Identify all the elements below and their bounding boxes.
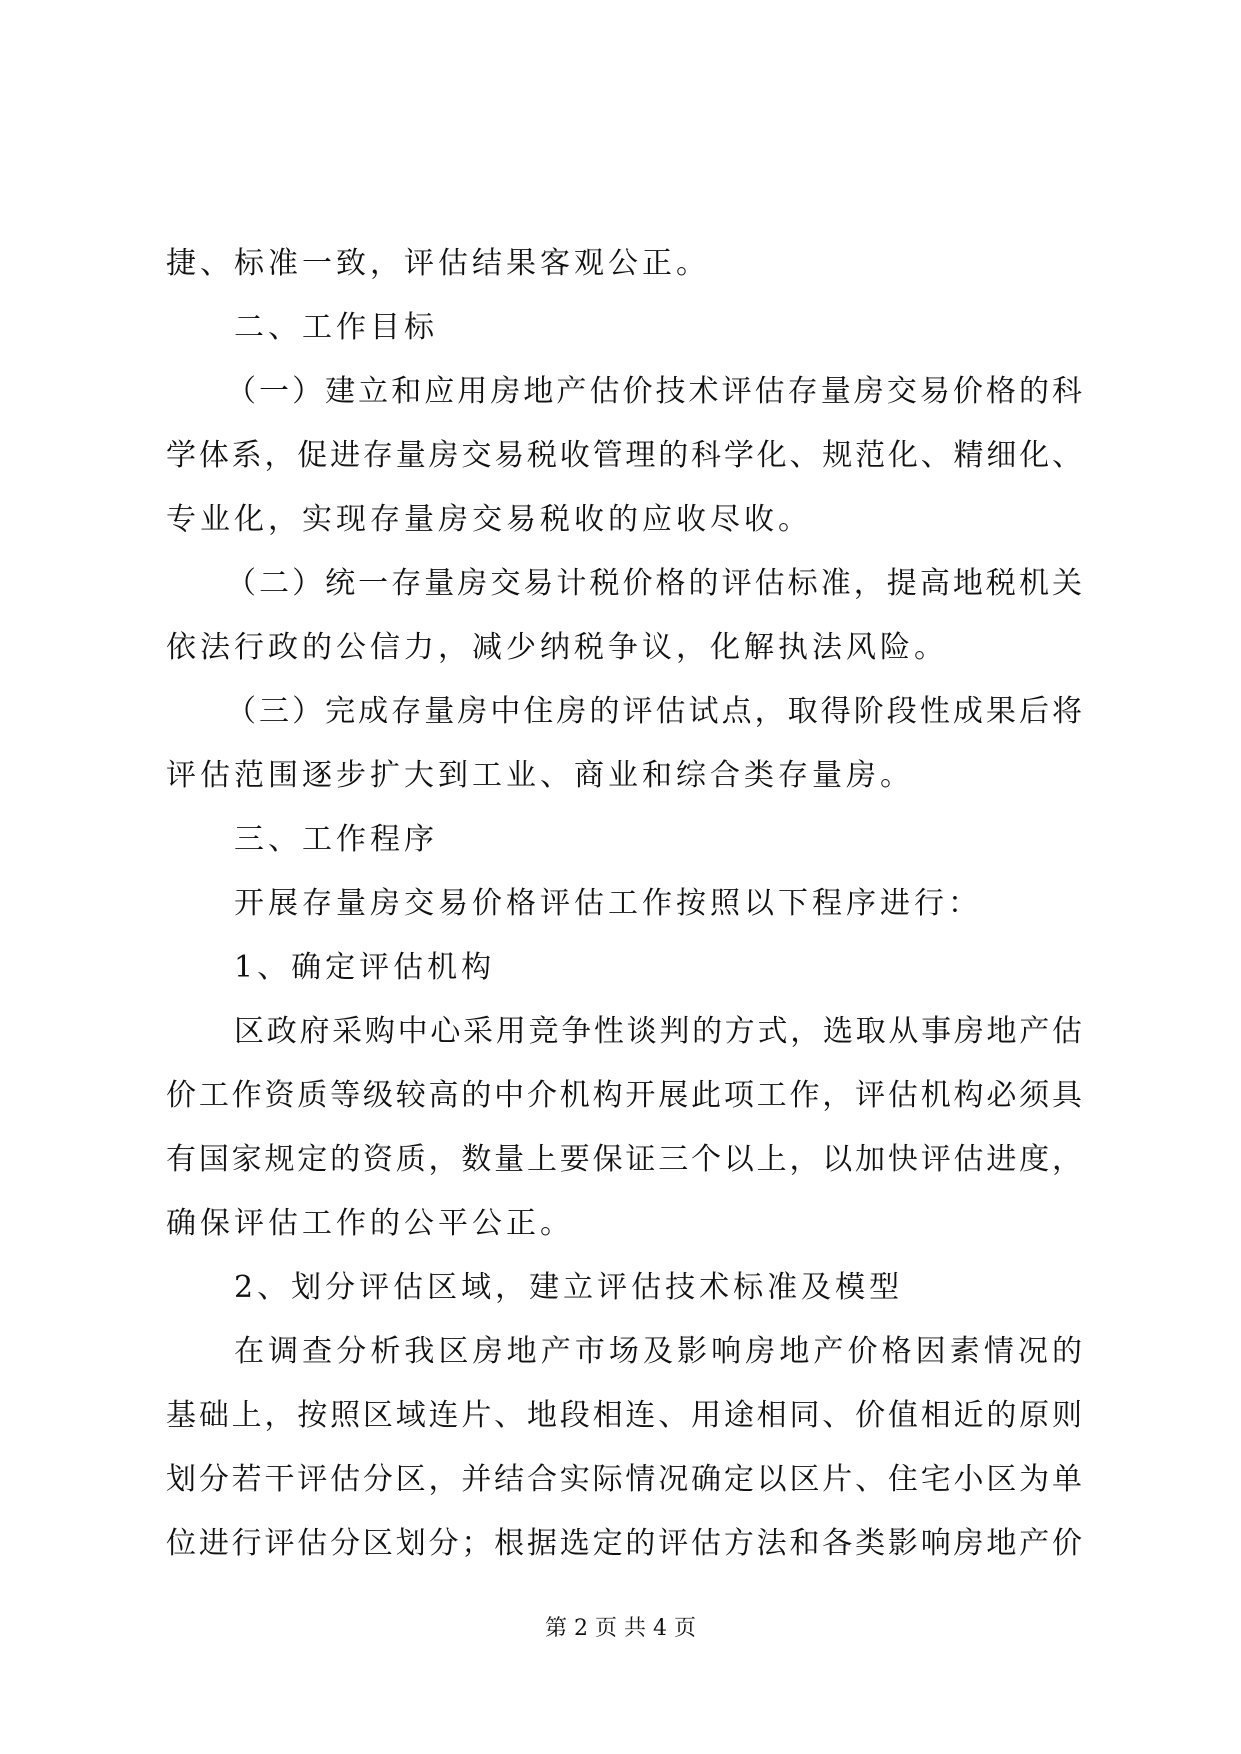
paragraph-line: 区政府采购中心采用竞争性谈判的方式，选取从事房地产估	[234, 1014, 1082, 1049]
paragraph-line: （三）完成存量房中住房的评估试点，取得阶段性成果后将	[226, 694, 1082, 729]
paragraph-line: 捷、标准一致，评估结果客观公正。	[166, 246, 710, 281]
paragraph-line: 专业化，实现存量房交易税收的应收尽收。	[166, 502, 812, 537]
paragraph-line: （二）统一存量房交易计税价格的评估标准，提高地税机关	[226, 566, 1082, 601]
section-heading: 三、工作程序	[234, 822, 438, 857]
paragraph-line: 基础上，按照区域连片、地段相连、用途相同、价值相近的原则	[166, 1398, 1082, 1433]
subsection-heading: 2、划分评估区域，建立评估技术标准及模型	[234, 1270, 904, 1305]
paragraph-line: 价工作资质等级较高的中介机构开展此项工作，评估机构必须具	[166, 1078, 1082, 1113]
paragraph-line: 位进行评估分区划分；根据选定的评估方法和各类影响房地产价	[166, 1526, 1082, 1561]
paragraph-line: 有国家规定的资质，数量上要保证三个以上，以加快评估进度，	[166, 1142, 1082, 1177]
paragraph-line: 确保评估工作的公平公正。	[166, 1206, 574, 1241]
paragraph-line: 在调查分析我区房地产市场及影响房地产价格因素情况的	[234, 1334, 1082, 1369]
paragraph-line: （一）建立和应用房地产估价技术评估存量房交易价格的科	[226, 374, 1082, 409]
subsection-heading: 1、确定评估机构	[234, 950, 496, 985]
paragraph-line: 依法行政的公信力，减少纳税争议，化解执法风险。	[166, 630, 948, 665]
paragraph-line: 开展存量房交易价格评估工作按照以下程序进行：	[234, 886, 982, 921]
section-heading: 二、工作目标	[234, 310, 438, 345]
paragraph-line: 学体系，促进存量房交易税收管理的科学化、规范化、精细化、	[166, 438, 1082, 473]
paragraph-line: 划分若干评估分区，并结合实际情况确定以区片、住宅小区为单	[166, 1462, 1082, 1497]
document-body	[166, 232, 1082, 1576]
page-footer: 第 2 页 共 4 页	[545, 1616, 696, 1641]
paragraph-line: 评估范围逐步扩大到工业、商业和综合类存量房。	[166, 758, 914, 793]
